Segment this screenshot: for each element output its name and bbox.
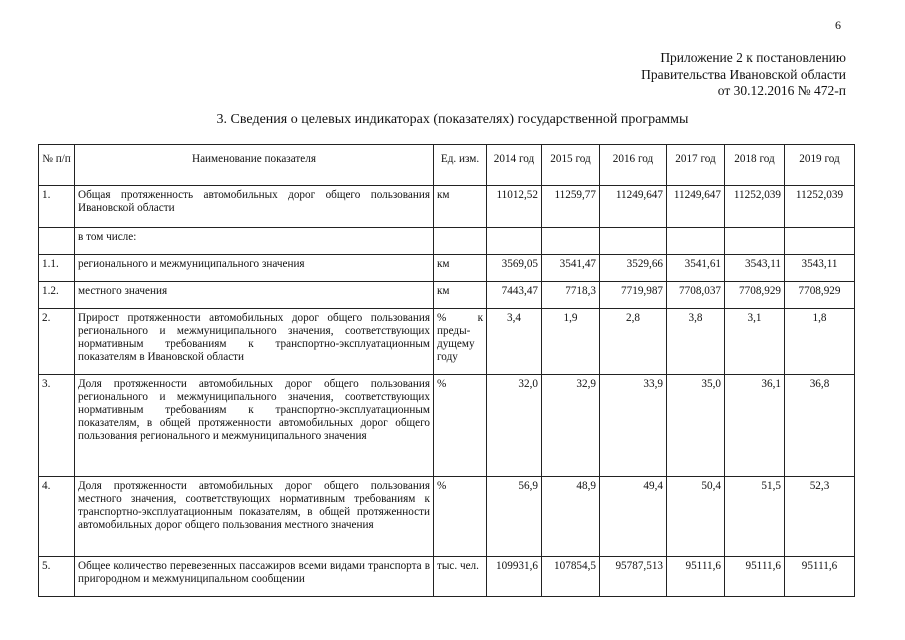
table-header-row xyxy=(39,145,855,186)
table-row xyxy=(39,375,855,477)
row-number: 5. xyxy=(39,557,75,597)
row-number: 3. xyxy=(39,375,75,477)
indicator-name: регионального и межмуниципального значения xyxy=(75,255,434,282)
value-2014: 7443,47 xyxy=(487,282,542,309)
value-2017: 35,0 xyxy=(667,375,725,477)
table-row xyxy=(39,228,855,255)
value-2014: 11012,52 xyxy=(487,186,542,228)
value-2018: 3543,11 xyxy=(725,255,785,282)
value-2015: 107854,5 xyxy=(542,557,600,597)
unit: тыс. чел. xyxy=(434,557,487,597)
indicator-name: Доля протяженности автомобильных дорог общего пользования регионального и межмуниципального значения, соответствующих нормативным требованиям к транспортно-эксплуатационным показателям, в общей протяженности автомобильных дорог общего пользования регионального и межмуниципального значения xyxy=(75,375,434,477)
value-2019: 11252,039 xyxy=(785,186,855,228)
value-2019 xyxy=(785,228,855,255)
indicator-name: Общая протяженность автомобильных дорог общего пользования Ивановской области xyxy=(75,186,434,228)
table-row xyxy=(39,309,855,375)
appendix-line-1: Приложение 2 к постановлению xyxy=(660,50,846,65)
value-2018: 51,5 xyxy=(725,477,785,557)
header-2015: 2015 год xyxy=(542,145,600,186)
value-2018 xyxy=(725,228,785,255)
value-2019: 95111,6 xyxy=(785,557,855,597)
table-row xyxy=(39,557,855,597)
row-number: 1.2. xyxy=(39,282,75,309)
value-2016: 7719,987 xyxy=(600,282,667,309)
header-2018: 2018 год xyxy=(725,145,785,186)
indicator-name: в том числе: xyxy=(75,228,434,255)
value-2014: 32,0 xyxy=(487,375,542,477)
value-2018: 95111,6 xyxy=(725,557,785,597)
header-2014: 2014 год xyxy=(487,145,542,186)
unit: % xyxy=(434,375,487,477)
row-number: 1. xyxy=(39,186,75,228)
value-2019: 36,8 xyxy=(785,375,855,477)
appendix-line-2: Правительства Ивановской области xyxy=(641,66,846,82)
value-2016: 2,8 xyxy=(600,309,667,375)
value-2017: 3541,61 xyxy=(667,255,725,282)
value-2015: 48,9 xyxy=(542,477,600,557)
unit-k: к xyxy=(477,312,483,324)
value-2019: 52,3 xyxy=(785,477,855,557)
value-2018: 36,1 xyxy=(725,375,785,477)
value-2014: 109931,6 xyxy=(487,557,542,597)
header-name: Наименование показателя xyxy=(75,145,434,186)
header-2019: 2019 год xyxy=(785,145,855,186)
value-2018: 3,1 xyxy=(725,309,785,375)
value-2014: 56,9 xyxy=(487,477,542,557)
value-2014 xyxy=(487,228,542,255)
value-2016: 33,9 xyxy=(600,375,667,477)
value-2019: 7708,929 xyxy=(785,282,855,309)
value-2018: 7708,929 xyxy=(725,282,785,309)
value-2019: 3543,11 xyxy=(785,255,855,282)
table-row xyxy=(39,186,855,228)
table-row xyxy=(39,255,855,282)
value-2016: 95787,513 xyxy=(600,557,667,597)
header-2017: 2017 год xyxy=(667,145,725,186)
value-2016 xyxy=(600,228,667,255)
value-2017: 3,8 xyxy=(667,309,725,375)
indicators-table xyxy=(38,144,855,597)
unit: % xyxy=(434,477,487,557)
indicator-name: местного значения xyxy=(75,282,434,309)
value-2017: 11249,647 xyxy=(667,186,725,228)
value-2017 xyxy=(667,228,725,255)
value-2019: 1,8 xyxy=(785,309,855,375)
row-number xyxy=(39,228,75,255)
row-number: 4. xyxy=(39,477,75,557)
value-2015: 7718,3 xyxy=(542,282,600,309)
unit: км xyxy=(434,282,487,309)
unit xyxy=(434,228,487,255)
value-2017: 7708,037 xyxy=(667,282,725,309)
value-2017: 95111,6 xyxy=(667,557,725,597)
indicator-name: Доля протяженности автомобильных дорог общего пользования местного значения, соответствующих нормативным требованиям к транспортно-эксплуатационным показателям, в общей протяженности автомобильных дорог общего пользования местного значения xyxy=(75,477,434,557)
value-2016: 11249,647 xyxy=(600,186,667,228)
value-2015: 3541,47 xyxy=(542,255,600,282)
value-2015: 32,9 xyxy=(542,375,600,477)
unit xyxy=(434,309,487,375)
table-row xyxy=(39,477,855,557)
page-number: 6 xyxy=(835,18,841,32)
value-2017: 50,4 xyxy=(667,477,725,557)
value-2014: 3569,05 xyxy=(487,255,542,282)
indicator-name: Прирост протяженности автомобильных дорог общего пользования регионального и межмуниципального значения, соответствующих нормативным требованиям к транспортно-эксплуатационным показателям в Ивановской области xyxy=(75,309,434,375)
unit: км xyxy=(434,255,487,282)
table-row xyxy=(39,282,855,309)
header-unit: Ед. изм. xyxy=(434,145,487,186)
row-number: 2. xyxy=(39,309,75,375)
indicator-name: Общее количество перевезенных пассажиров всеми видами транспорта в пригородном и межмуниципальном сообщении xyxy=(75,557,434,597)
value-2015: 1,9 xyxy=(542,309,600,375)
unit-percent: % xyxy=(437,312,447,324)
header-num: № п/п xyxy=(39,145,75,186)
value-2015 xyxy=(542,228,600,255)
unit: км xyxy=(434,186,487,228)
unit-rest: преды-дущему году xyxy=(437,325,475,363)
section-title: 3. Сведения о целевых индикаторах (показателях) государственной программы xyxy=(216,112,689,127)
value-2018: 11252,039 xyxy=(725,186,785,228)
value-2015: 11259,77 xyxy=(542,186,600,228)
value-2016: 3529,66 xyxy=(600,255,667,282)
appendix-line-3: от 30.12.2016 № 472-п xyxy=(717,83,846,98)
value-2016: 49,4 xyxy=(600,477,667,557)
row-number: 1.1. xyxy=(39,255,75,282)
appendix-reference xyxy=(641,50,846,100)
unit-first-line xyxy=(437,312,483,325)
value-2014: 3,4 xyxy=(487,309,542,375)
header-2016: 2016 год xyxy=(600,145,667,186)
